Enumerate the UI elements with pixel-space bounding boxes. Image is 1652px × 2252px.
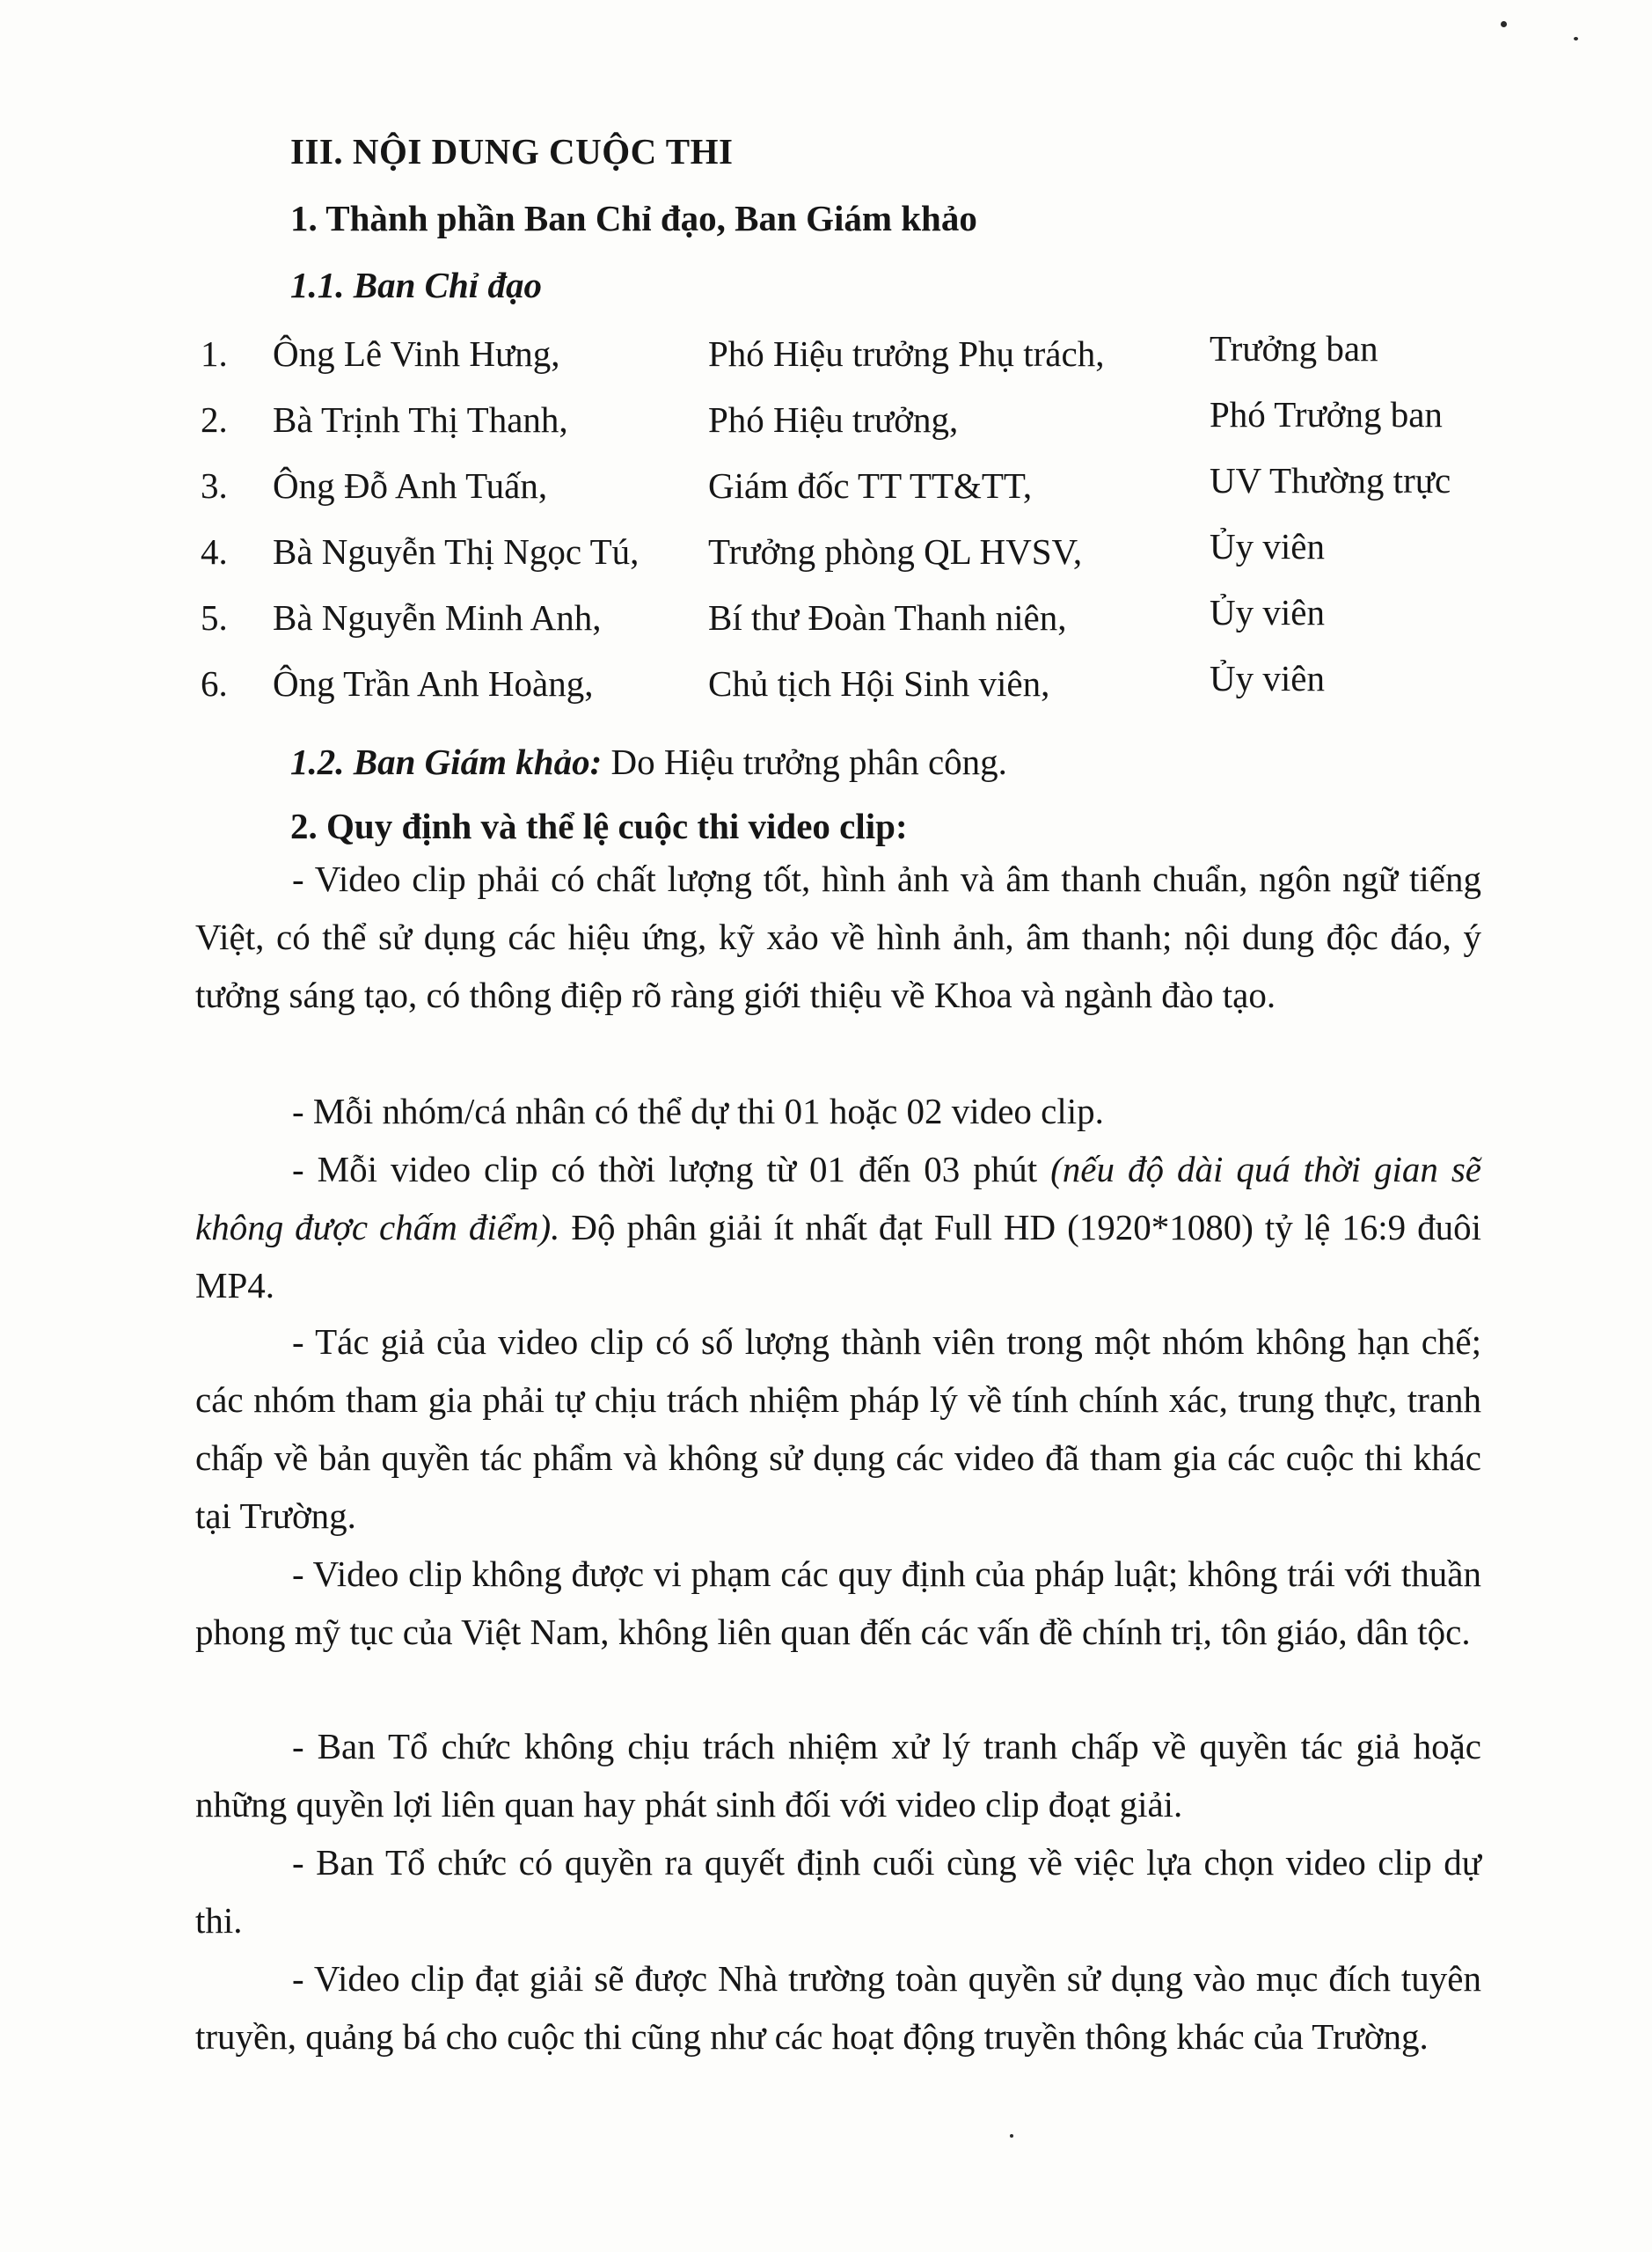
- section-heading: III. NỘI DUNG CUỘC THI: [290, 131, 734, 172]
- member-position: Giám đốc TT TT&TT,: [708, 465, 1033, 506]
- rule-paragraph: - Ban Tổ chức có quyền ra quyết định cuối cùng về việc lựa chọn video clip dự thi.: [195, 1842, 1481, 1941]
- rule-text: Độ phân giải ít nhất đạt Full HD (1920*1080) tỷ lệ 16:9 đuôi MP4.: [195, 1207, 1481, 1305]
- member-role: Trưởng ban: [1210, 328, 1378, 369]
- member-row: [0, 526, 1652, 596]
- member-position: Chủ tịch Hội Sinh viên,: [708, 663, 1050, 704]
- member-role: Phó Trưởng ban: [1210, 394, 1443, 435]
- member-role: Ủy viên: [1210, 526, 1325, 567]
- subsection-heading: 1. Thành phần Ban Chỉ đạo, Ban Giám khảo: [290, 198, 977, 238]
- scan-speck: [1574, 37, 1578, 40]
- member-name: Bà Trịnh Thị Thanh,: [273, 399, 568, 440]
- steering-committee-heading: 1.1. Ban Chỉ đạo: [290, 265, 542, 305]
- steering-committee-list: [0, 328, 1652, 728]
- member-role: Ủy viên: [1210, 658, 1325, 698]
- member-row: [0, 328, 1652, 398]
- member-row: [0, 394, 1652, 464]
- rule-text: - Mỗi video clip có thời lượng từ 01 đến 03 phút: [292, 1149, 1051, 1189]
- rule-paragraph: - Mỗi nhóm/cá nhân có thể dự thi 01 hoặc 02 video clip.: [292, 1091, 1104, 1131]
- member-role: UV Thường trực: [1210, 460, 1451, 501]
- member-number: 3.: [201, 465, 228, 506]
- member-number: 1.: [201, 333, 228, 374]
- member-position: Phó Hiệu trưởng Phụ trách,: [708, 333, 1105, 374]
- member-name: Ông Trần Anh Hoàng,: [273, 663, 594, 704]
- rules-heading: 2. Quy định và thể lệ cuộc thi video clip:: [290, 806, 908, 846]
- member-row: [0, 592, 1652, 662]
- member-name: Ông Lê Vinh Hưng,: [273, 333, 560, 374]
- rule-paragraph: - Video clip đạt giải sẽ được Nhà trường toàn quyền sử dụng vào mục đích tuyên truyền, quảng bá cho cuộc thi cũng như các hoạt động truyền thông khác của Trường.: [195, 1958, 1481, 2057]
- member-role: Ủy viên: [1210, 592, 1325, 632]
- rule-paragraph: - Tác giả của video clip có số lượng thành viên trong một nhóm không hạn chế; các nhóm tham gia phải tự chịu trách nhiệm pháp lý về tính chính xác, trung thực, tranh chấp về bản quyền tác phẩm và không sử dụng các video đã tham gia các cuộc thi khác tại Trường.: [195, 1321, 1481, 1536]
- scan-speck: [1010, 2134, 1013, 2138]
- member-position: Trưởng phòng QL HVSV,: [708, 531, 1083, 572]
- member-name: Ông Đỗ Anh Tuấn,: [273, 465, 548, 506]
- rule-paragraph: - Ban Tổ chức không chịu trách nhiệm xử lý tranh chấp về quyền tác giả hoặc những quyền lợi liên quan hay phát sinh đối với video clip đoạt giải.: [195, 1726, 1481, 1824]
- judges-text: Do Hiệu trưởng phân công.: [602, 742, 1007, 782]
- scan-speck: [1501, 21, 1507, 27]
- member-number: 5.: [201, 597, 228, 638]
- member-position: Bí thư Đoàn Thanh niên,: [708, 597, 1067, 638]
- member-name: Bà Nguyễn Minh Anh,: [273, 597, 602, 638]
- rule-italic-note: (nếu độ dài quá thời gian sẽ không được chấm điểm).: [195, 1149, 1481, 1247]
- rule-paragraph: - Video clip không được vi phạm các quy định của pháp luật; không trái với thuần phong mỹ tục của Việt Nam, không liên quan đến các vấn đề chính trị, tôn giáo, dân tộc.: [195, 1554, 1481, 1652]
- judges-label: 1.2. Ban Giám khảo:: [290, 742, 603, 782]
- member-position: Phó Hiệu trưởng,: [708, 399, 959, 440]
- rule-paragraph: [195, 1140, 1481, 1314]
- judges-line: [290, 741, 1007, 783]
- member-row: [0, 658, 1652, 728]
- member-row: [0, 460, 1652, 530]
- member-number: 6.: [201, 663, 228, 704]
- member-name: Bà Nguyễn Thị Ngọc Tú,: [273, 531, 640, 572]
- member-number: 2.: [201, 399, 228, 440]
- rule-paragraph: - Video clip phải có chất lượng tốt, hình ảnh và âm thanh chuẩn, ngôn ngữ tiếng Việt, có thể sử dụng các hiệu ứng, kỹ xảo về hình ảnh, âm thanh; nội dung độc đáo, ý tưởng sáng tạo, có thông điệp rõ ràng giới thiệu về Khoa và ngành đào tạo.: [195, 859, 1481, 1015]
- member-number: 4.: [201, 531, 228, 572]
